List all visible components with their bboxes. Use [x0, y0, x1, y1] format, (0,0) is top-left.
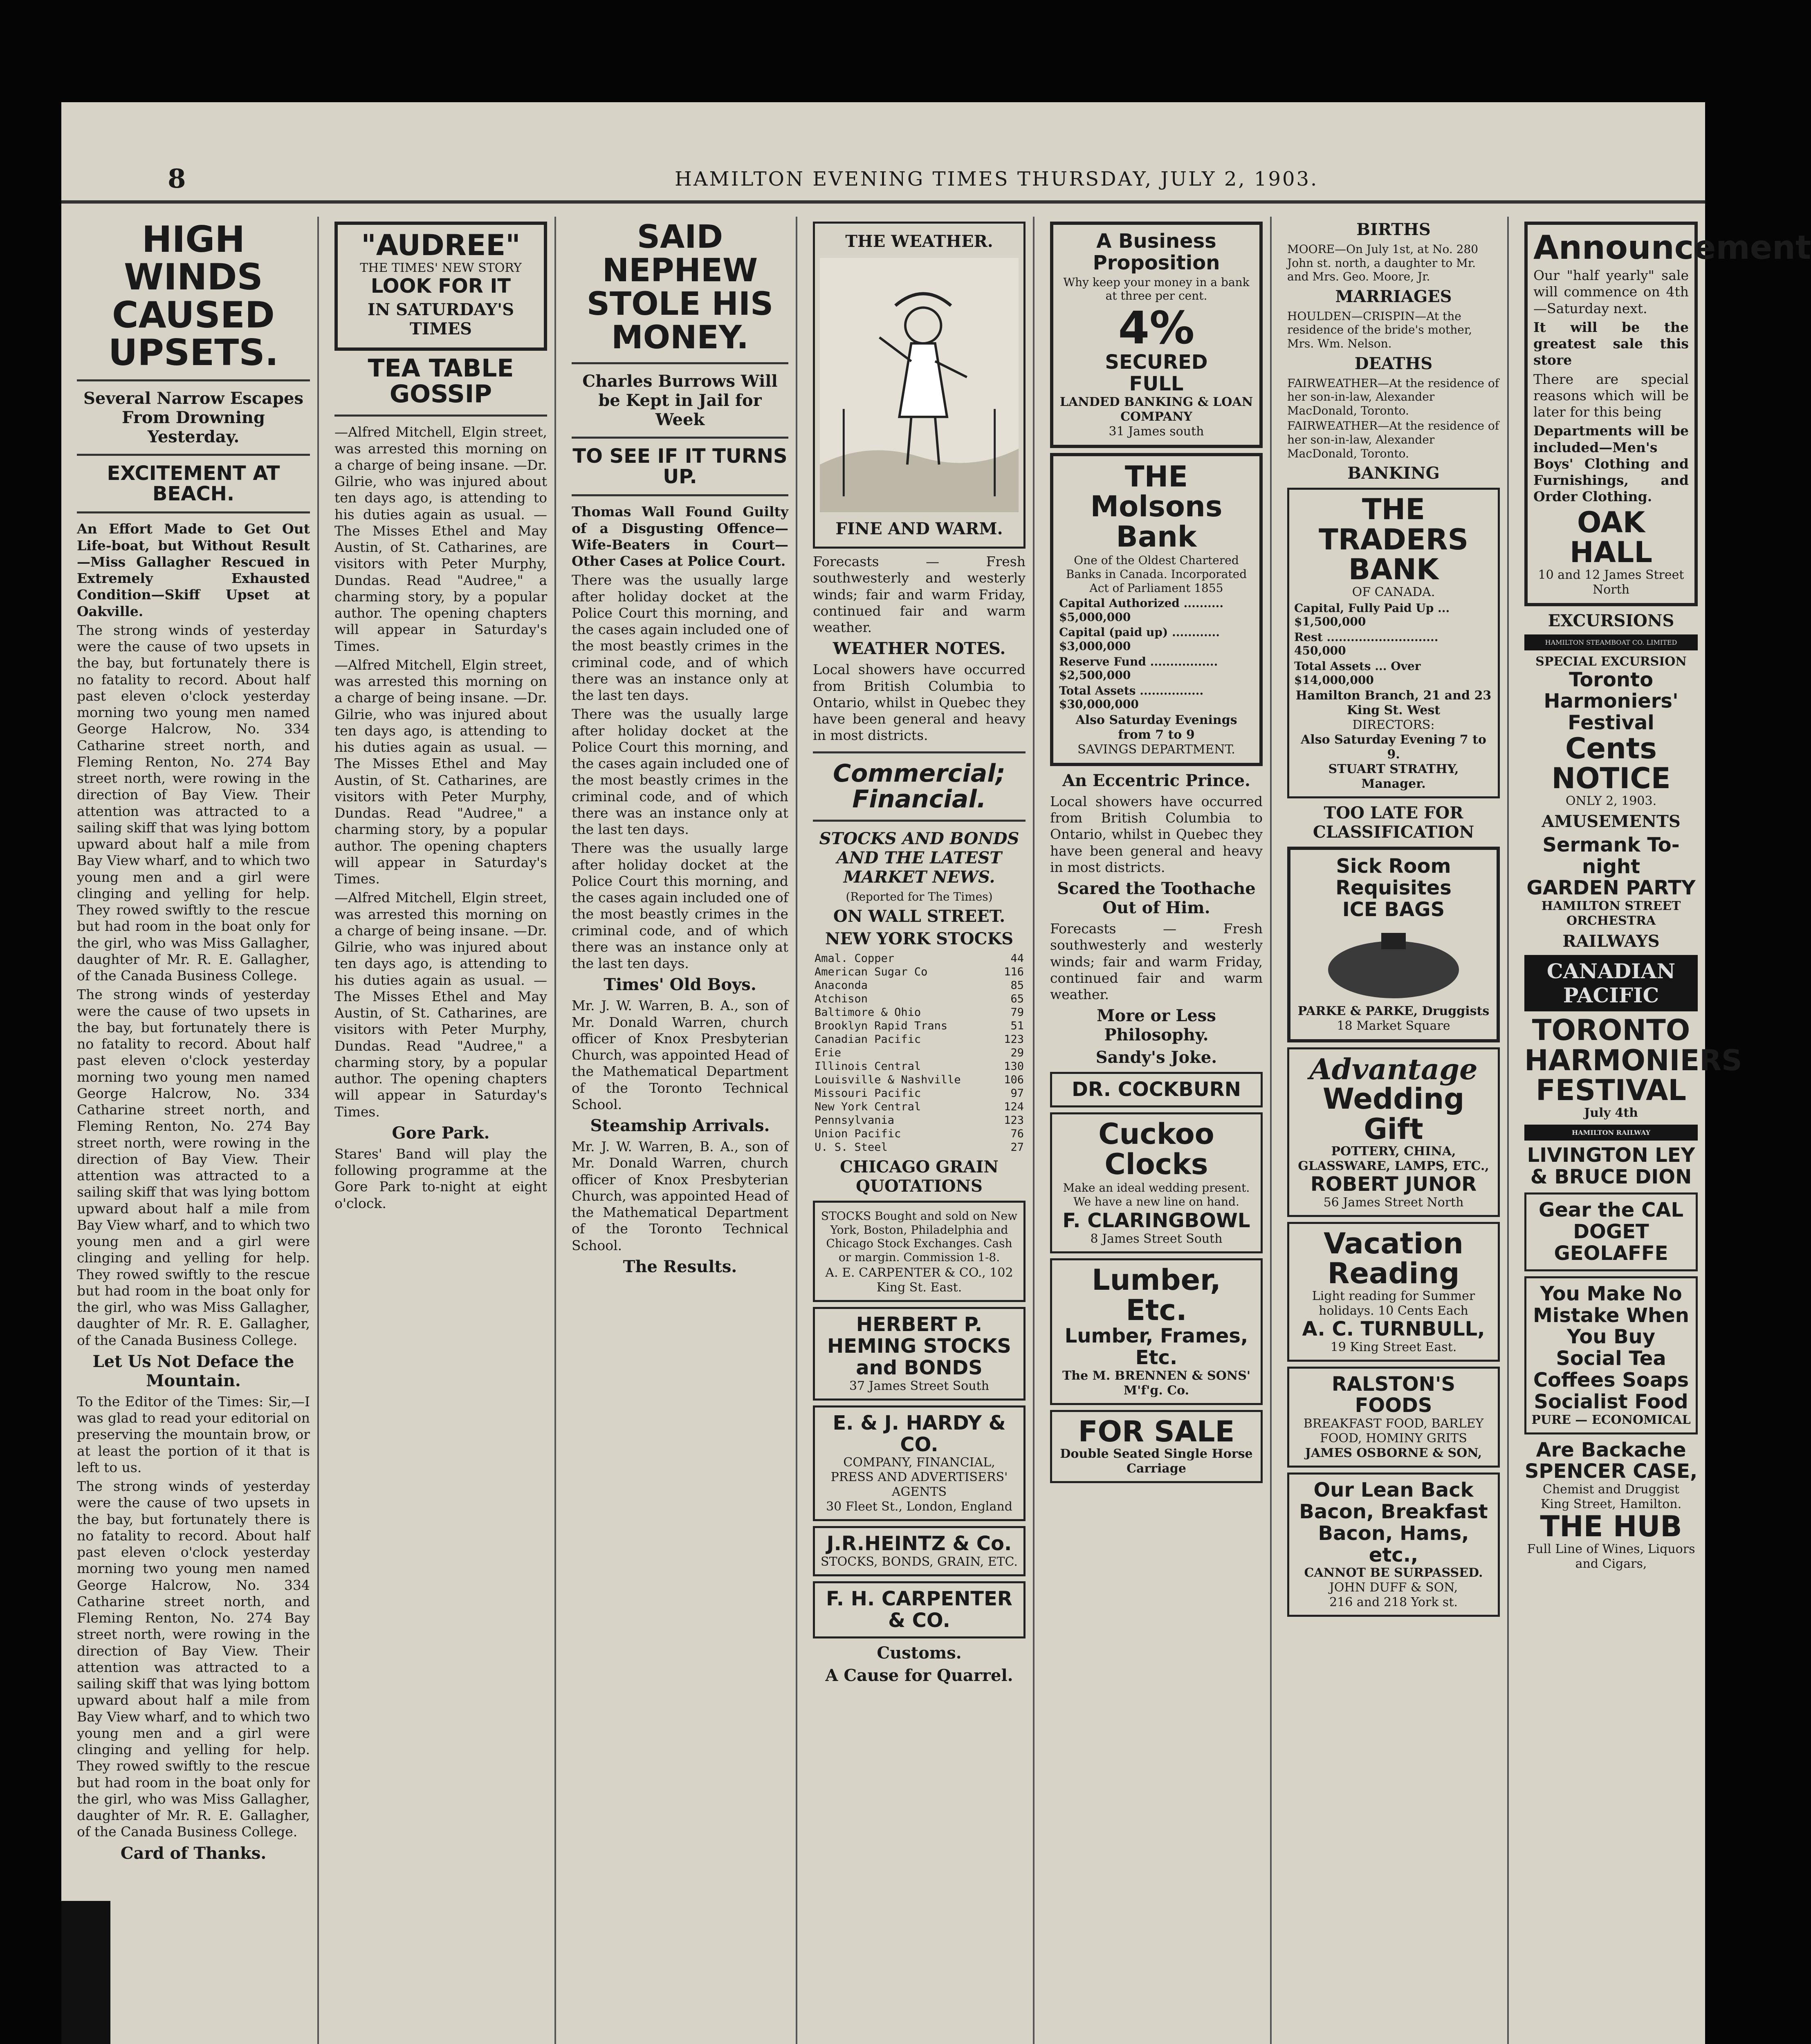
- table-row: [813, 992, 1026, 1006]
- column-2: [327, 217, 556, 2044]
- subhead-card-of-thanks: Card of Thanks.: [120, 1843, 267, 1863]
- parke-address: 18 Market Square: [1337, 1018, 1450, 1033]
- heintz-ad: [813, 1526, 1026, 1576]
- bacon-title: Our Lean Back Bacon, Breakfast Bacon, Hams, etc.,: [1299, 1479, 1488, 1567]
- toronto-festival: TORONTO HARMONIERS FESTIVAL: [1524, 1013, 1742, 1107]
- backache: Are Backache: [1536, 1438, 1686, 1461]
- weather-box: [813, 222, 1026, 549]
- bacon-surpassed: CANNOT BE SURPASSED.: [1304, 1566, 1483, 1580]
- brennen: The M. BRENNEN & SONS' M'f'g. Co.: [1062, 1368, 1251, 1398]
- mistake-title: You Make No Mistake When You Buy: [1533, 1282, 1689, 1349]
- claringbowl-address: 8 James Street South: [1090, 1232, 1223, 1246]
- rate: 4%: [1118, 301, 1195, 354]
- stock-price: 27: [1010, 1141, 1024, 1154]
- lumber-sub: Lumber, Frames, Etc.: [1064, 1325, 1248, 1369]
- cuckoo-ad: [1050, 1112, 1263, 1253]
- column-7: [1517, 217, 1811, 2044]
- festival-date: July 4th: [1584, 1105, 1638, 1120]
- subhead-steamship: Steamship Arrivals.: [590, 1116, 770, 1136]
- stock-name: Erie: [815, 1047, 842, 1060]
- table-row: [813, 1060, 1026, 1073]
- traders-directors: DIRECTORS:: [1352, 718, 1435, 733]
- forecast: Forecasts — Fresh southwesterly and westerly winds; fair and warm Friday, continued fair and warm weather.: [813, 554, 1026, 635]
- lumber-title: Lumber, Etc.: [1092, 1263, 1221, 1327]
- molsons-ad: [1050, 453, 1263, 766]
- wedding-title: Wedding Gift: [1322, 1082, 1465, 1146]
- junor-name: ROBERT JUNOR: [1310, 1173, 1477, 1196]
- traders-branch: Hamilton Branch, 21 and 23 King St. West: [1295, 688, 1492, 718]
- weather-illustration: [820, 254, 1019, 516]
- traders-title: THE TRADERS BANK: [1318, 493, 1469, 587]
- stocks-ad: [813, 1201, 1026, 1302]
- subhead-results: The Results.: [623, 1257, 737, 1276]
- table-row: [813, 1100, 1026, 1114]
- stock-name: Atchison: [815, 993, 868, 1006]
- police-lead: Thomas Wall Found Guilty of a Disgusting Offence—Wife-Beaters in Court—Other Cases at Police Court.: [572, 504, 788, 569]
- column-1: [70, 217, 319, 2044]
- table-row: [813, 1087, 1026, 1100]
- railways-heading: RAILWAYS: [1562, 932, 1660, 951]
- table-row: [813, 1141, 1026, 1154]
- stock-name: Anaconda: [815, 979, 868, 992]
- sermank: Sermank To-night: [1542, 833, 1680, 878]
- subhead-old-boys: Times' Old Boys.: [604, 975, 756, 995]
- stocks-ad-text: STOCKS Bought and sold on New York, Boston, Philadelphia and Chicago Stock Exchanges. Cash or margin. Commission 1-8.: [821, 1209, 1018, 1264]
- table-row: [813, 1033, 1026, 1046]
- stocks-heading: STOCKS AND BONDS AND THE LATEST MARKET NEWS.: [819, 829, 1019, 887]
- molsons-sub: One of the Oldest Chartered Banks in Canada. Incorporated Act of Parliament 1855: [1066, 554, 1247, 595]
- customs-heading: Customs.: [877, 1643, 962, 1663]
- too-late-heading: TOO LATE FOR CLASSIFICATION: [1313, 803, 1474, 842]
- stock-name: Illinois Central: [815, 1060, 921, 1073]
- traders-saturday: Also Saturday Evening 7 to 9.: [1301, 733, 1486, 762]
- full: FULL: [1129, 372, 1184, 396]
- eccentric-body: Local showers have occurred from British Columbia to Ontario, whilst in Quebec they have been general and heavy in most districts.: [1050, 793, 1263, 875]
- vacation-title: Vacation Reading: [1324, 1226, 1463, 1291]
- announcement-body: Our "half yearly" sale will commence on 4th—Saturday next.: [1533, 267, 1689, 316]
- hamilton-railway: HAMILTON RAILWAY: [1524, 1125, 1698, 1141]
- stock-name: American Sugar Co: [815, 966, 928, 979]
- stock-name: Brooklyn Rapid Trans: [815, 1020, 948, 1033]
- hardy-ad: [813, 1405, 1026, 1522]
- stock-name: U. S. Steel: [815, 1141, 888, 1154]
- toothache-body: Forecasts — Fresh southwesterly and westerly winds; fair and warm Friday, continued fair and warm weather.: [1050, 921, 1263, 1003]
- police-body-cont: There was the usually large after holiday docket at the Police Court this morning, and the cases again included one of the most beastly crimes in the criminal code, and of which there was an instance only at the last ten days.: [572, 706, 788, 838]
- parke-title: PARKE & PARKE, Druggists: [1297, 1004, 1490, 1018]
- stock-name: Louisville & Nashville: [815, 1074, 961, 1087]
- audree-line2: LOOK FOR IT: [370, 274, 511, 298]
- headline-high-winds: HIGH WINDS CAUSED UPSETS.: [108, 218, 279, 374]
- commercial-heading: Commercial; Financial.: [833, 759, 1005, 814]
- column-5: [1043, 217, 1272, 2044]
- subhead-beach: EXCITEMENT AT BEACH.: [107, 462, 280, 505]
- wedding-sub: POTTERY, CHINA, GLASSWARE, LAMPS, ETC.,: [1298, 1144, 1489, 1174]
- harmoniers: Toronto Harmoniers' Festival: [1544, 668, 1679, 735]
- heintz-sub: STOCKS, BONDS, GRAIN, ETC.: [821, 1555, 1018, 1569]
- forsale-ad: [1050, 1410, 1263, 1484]
- turnbull-name: A. C. TURNBULL,: [1302, 1317, 1485, 1340]
- old-boys-body: Mr. J. W. Warren, B. A., son of Mr. Donald Warren, church officer of Knox Presbyterian Church, was appointed Head of the Mathematical Department of the Toronto Technical School.: [572, 997, 788, 1112]
- headline-tea-table: TEA TABLE GOSSIP: [368, 354, 514, 409]
- article-body: The strong winds of yesterday were the cause of two upsets in the bay, but fortunately there is no fatality to record. About half past eleven o'clock yesterday morning two young men named George Halcrow, No. 334 Catharine street north, and Fleming Renton, No. 274 Bay street north, were rowing in the direction of Bay View. Their attention was attracted to a sailing skiff that was lying bottom upward about half a mile from Bay View wharf, and to which two young men and a girl were clinging and yelling for help. They rowed swiftly to the rescue but had room in the boat only for the girl, who was Miss Gallagher, daughter of Mr. R. E. Gallagher, of the Canada Business College.: [77, 622, 310, 984]
- audree-title: "AUDREE": [361, 229, 521, 262]
- hardy-title: E. & J. HARDY & CO.: [833, 1411, 1006, 1456]
- wall-street-heading: ON WALL STREET.: [833, 907, 1005, 926]
- special-note: (Reported for The Times): [846, 890, 993, 903]
- subhead-mountain: Let Us Not Deface the Mountain.: [92, 1351, 294, 1390]
- announcement-body2: It will be the greatest sale this store: [1533, 319, 1689, 368]
- gossip-body: —Alfred Mitchell, Elgin street, was arrested this morning on a charge of being insane. —Dr. Gilrie, who was injured about ten days ago, is attending to his duties again as usual. —The Misses Ethel and May Austin, of St. Catharines, are visitors with Peter Murphy, Dundas. Read "Audree," a charming story, by a popular author. The opening chapters will appear in Saturday's Times.: [334, 424, 547, 654]
- philosophy-heading: More or Less Philosophy.: [1097, 1006, 1216, 1045]
- announcement-title: Announcement: [1533, 229, 1811, 267]
- table-row: [813, 952, 1026, 965]
- doget: DOGET: [1573, 1220, 1649, 1244]
- table-row: [813, 1073, 1026, 1087]
- stock-name: Canadian Pacific: [815, 1033, 921, 1046]
- hub: THE HUB: [1540, 1510, 1682, 1544]
- cpr-banner: CANADIAN PACIFIC: [1524, 955, 1698, 1011]
- sandy-heading: Sandy's Joke.: [1095, 1048, 1217, 1067]
- vacation-ad: [1287, 1222, 1500, 1362]
- subhead-gore-park: Gore Park.: [392, 1123, 490, 1143]
- oak-hall-address: 10 and 12 James Street North: [1538, 567, 1684, 597]
- births-body: MOORE—On July 1st, at No. 280 John st. north, a daughter to Mr. and Mrs. Geo. Moore, Jr.: [1287, 242, 1479, 284]
- fh-title: F. H. CARPENTER & CO.: [826, 1587, 1012, 1632]
- stock-price: 51: [1010, 1020, 1024, 1033]
- ralston-title: RALSTON'S FOODS: [1331, 1372, 1456, 1417]
- toothache-heading: Scared the Toothache Out of Him.: [1057, 879, 1256, 918]
- forsale-title: FOR SALE: [1078, 1414, 1235, 1448]
- turnbull-address: 19 King Street East.: [1330, 1340, 1457, 1354]
- table-row: [813, 1127, 1026, 1141]
- gore-park-body: Stares' Band will play the following programme at the Gore Park to-night at eight o'clock.: [334, 1145, 547, 1211]
- stock-name: Union Pacific: [815, 1127, 901, 1141]
- advantage-text: Advantage: [1309, 1052, 1478, 1086]
- marriages-body: HOULDEN—CRISPIN—At the residence of the bride's mother, Mrs. Wm. Nelson.: [1287, 309, 1472, 350]
- stock-name: Missouri Pacific: [815, 1087, 921, 1100]
- ny-stocks-heading: NEW YORK STOCKS: [825, 929, 1014, 949]
- police-body-cont2: There was the usually large after holiday docket at the Police Court this morning, and the cases again included one of the most beastly crimes in the criminal code, and of which there was an instance only at the last ten days.: [572, 840, 788, 972]
- ralston-ad: [1287, 1367, 1500, 1468]
- capital-authorized: Capital Authorized .......... $5,000,000: [1059, 596, 1224, 624]
- page-number: 8: [168, 164, 186, 194]
- steamboat-banner: HAMILTON STEAMBOAT CO. LIMITED: [1524, 634, 1698, 650]
- table-row: [813, 979, 1026, 992]
- spencer-address: King Street, Hamilton.: [1540, 1497, 1682, 1512]
- deck-burrows: Charles Burrows Will be Kept in Jail for Week: [582, 371, 778, 429]
- column-6: [1280, 217, 1509, 2044]
- lead-paragraph: An Effort Made to Get Out Life-boat, but Without Result—Miss Gallagher Rescued in Extremely Exhausted Condition—Skiff Upset at Oakville.: [77, 521, 310, 619]
- savings-dept: SAVINGS DEPARTMENT.: [1077, 742, 1235, 757]
- table-row: [813, 965, 1026, 979]
- audree-line1: THE TIMES' NEW STORY: [360, 260, 522, 275]
- capital-paid: Capital (paid up) ............ $3,000,000: [1059, 625, 1220, 653]
- stock-price: 123: [1004, 1114, 1024, 1127]
- torn-edge: [61, 1901, 110, 2044]
- heming-address: 37 James Street South: [849, 1378, 990, 1393]
- stock-price: 79: [1010, 1006, 1024, 1019]
- stock-price: 123: [1004, 1033, 1024, 1046]
- traders-total: Total Assets ... Over $14,000,000: [1294, 659, 1421, 687]
- reserve-fund: Reserve Fund ................. $2,500,000: [1059, 654, 1218, 682]
- table-row: [813, 1114, 1026, 1127]
- traders-sub: OF CANADA.: [1352, 585, 1435, 599]
- deck-turns-up: TO SEE IF IT TURNS UP.: [572, 444, 788, 488]
- column-4: [806, 217, 1035, 2044]
- heming-title: HERBERT P. HEMING STOCKS and BONDS: [827, 1313, 1011, 1380]
- gossip-body-cont: —Alfred Mitchell, Elgin street, was arrested this morning on a charge of being insane. —Dr. Gilrie, who was injured about ten days ago, is attending to his duties again as usual. —The Misses Ethel and May Austin, of St. Catharines, are visitors with Peter Murphy, Dundas. Read "Audree," a charming story, by a popular author. The opening chapters will appear in Saturday's Times.: [334, 657, 547, 887]
- weather-notes: Local showers have occurred from British Columbia to Ontario, whilst in Quebec they have been general and heavy in most districts.: [813, 661, 1026, 744]
- wedding-gift-ad: [1287, 1047, 1500, 1217]
- coffees: Social Tea Coffees Soaps Socialist Food: [1533, 1347, 1689, 1413]
- traders-rest: Rest ............................ 450,000: [1294, 630, 1438, 658]
- paper-dateline: HAMILTON EVENING TIMES THURSDAY, JULY 2, 1903.: [675, 168, 1319, 191]
- sick-room-title: Sick Room Requisites: [1335, 855, 1452, 899]
- landed-address: 31 James south: [1109, 424, 1204, 439]
- traders-manager: STUART STRATHY, Manager.: [1328, 762, 1459, 791]
- oak-hall: OAK HALL: [1570, 505, 1652, 569]
- weather-caption: FINE AND WARM.: [835, 519, 1003, 538]
- business-proposition-ad: [1050, 222, 1263, 448]
- saturday-evenings: Also Saturday Evenings from 7 to 9: [1075, 713, 1237, 742]
- stock-table: [813, 952, 1026, 1154]
- stock-name: Baltimore & Ohio: [815, 1006, 921, 1019]
- traders-bank-ad: [1287, 488, 1500, 798]
- stock-price: 106: [1004, 1074, 1024, 1087]
- deaths-body-cont: FAIRWEATHER—At the residence of her son-in-law, Alexander MacDonald, Toronto.: [1287, 419, 1499, 460]
- economical: PURE — ECONOMICAL: [1531, 1412, 1691, 1427]
- secured: SECURED: [1105, 351, 1208, 374]
- notice-date: ONLY 2, 1903.: [1565, 793, 1657, 808]
- newspaper-page: [61, 102, 1811, 2044]
- stock-price: 65: [1010, 993, 1024, 1006]
- sick-room-ad: [1287, 847, 1500, 1042]
- announcement-ad: [1524, 222, 1811, 606]
- stock-price: 85: [1010, 979, 1024, 992]
- police-body: There was the usually large after holiday docket at the Police Court this morning, and the cases again included one of the most beastly crimes in the criminal code, and of which there was an instance only at the last ten days.: [572, 572, 788, 704]
- duff-name: JOHN DUFF & SON,: [1329, 1580, 1458, 1595]
- heming-ad: [813, 1307, 1026, 1400]
- births-heading: BIRTHS: [1356, 220, 1431, 239]
- cuckoo-title: Cuckoo Clocks: [1098, 1117, 1214, 1181]
- letter-body-cont: The strong winds of yesterday were the cause of two upsets in the bay, but fortunately there is no fatality to record. About half past eleven o'clock yesterday morning two young men named George Halcrow, No. 334 Catharine street north, and Fleming Renton, No. 274 Bay street north, were rowing in the direction of Bay View. Their attention was attracted to a sailing skiff that was lying bottom upward about half a mile from Bay View wharf, and to which two young men and a girl were clinging and yelling for help. They rowed swiftly to the rescue but had room in the boat only for the girl, who was Miss Gallagher, daughter of Mr. R. E. Gallagher, of the Canada Business College.: [77, 1478, 310, 1840]
- gear-title: Gear the CAL: [1538, 1199, 1684, 1222]
- steamship-body: Mr. J. W. Warren, B. A., son of Mr. Donald Warren, church officer of Knox Presbyterian Church, was appointed Head of the Mathematical Department of the Toronto Technical School.: [572, 1139, 788, 1253]
- vacation-sub: Light reading for Summer holidays. 10 Cents Each: [1312, 1289, 1475, 1318]
- orchestra: HAMILTON STREET ORCHESTRA: [1541, 899, 1681, 928]
- announcement-body4: Departments will be included—Men's Boys' Clothing and Furnishings, and Order Clothing.: [1533, 423, 1689, 505]
- deck-narrow-escapes: Several Narrow Escapes From Drowning Yesterday.: [83, 388, 304, 446]
- audree-line3: IN SATURDAY'S TIMES: [367, 300, 514, 339]
- stock-price: 116: [1004, 966, 1024, 979]
- stock-price: 130: [1004, 1060, 1024, 1073]
- banking-heading: BANKING: [1347, 464, 1440, 483]
- geolaffe: GEOLAFFE: [1554, 1242, 1668, 1265]
- deaths-heading: DEATHS: [1354, 354, 1433, 373]
- traders-paid: Capital, Fully Paid Up ... $1,500,000: [1294, 601, 1450, 629]
- lumber-ad: [1050, 1258, 1263, 1405]
- heintz-title: J.R.HEINTZ & Co.: [826, 1532, 1012, 1555]
- ice-bags-title: ICE BAGS: [1342, 898, 1445, 921]
- weather-title: THE WEATHER.: [845, 232, 993, 251]
- garden-party: GARDEN PARTY: [1526, 876, 1696, 900]
- quarrel-heading: A Cause for Quarrel.: [825, 1665, 1013, 1685]
- announcement-body3: There are special reasons which will be later for this being: [1533, 371, 1689, 420]
- eccentric-heading: An Eccentric Prince.: [1062, 771, 1250, 790]
- carpenter-line: A. E. CARPENTER & CO., 102 King St. East.: [825, 1266, 1013, 1295]
- cockburn-ad: [1050, 1072, 1263, 1107]
- molsons-title: THE Molsons Bank: [1090, 459, 1223, 554]
- article-body-cont: The strong winds of yesterday were the cause of two upsets in the bay, but fortunately there is no fatality to record. About half past eleven o'clock yesterday morning two young men named George Halcrow, No. 334 Catharine street north, and Fleming Renton, No. 274 Bay street north, were rowing in the direction of Bay View. Their attention was attracted to a sailing skiff that was lying bottom upward about half a mile from Bay View wharf, and to which two young men and a girl were clinging and yelling for help. They rowed swiftly to the rescue but had room in the boat only for the girl, who was Miss Gallagher, daughter of Mr. R. E. Gallagher, of the Canada Business College.: [77, 986, 310, 1348]
- headline-nephew: SAID NEPHEW STOLE HIS MONEY.: [586, 219, 774, 356]
- amusements-heading: AMUSEMENTS: [1542, 811, 1681, 831]
- grain-heading: CHICAGO GRAIN QUOTATIONS: [840, 1157, 999, 1196]
- stock-name: Amal. Copper: [815, 952, 895, 965]
- hardy-address: 30 Fleet St., London, England: [826, 1499, 1012, 1514]
- gear-ad: [1524, 1192, 1698, 1271]
- column-3: [564, 217, 797, 2044]
- stock-price: 29: [1010, 1047, 1024, 1060]
- special-excursion: SPECIAL EXCURSION: [1535, 654, 1687, 669]
- landed-company: LANDED BANKING & LOAN COMPANY: [1059, 394, 1253, 424]
- notice: NOTICE: [1551, 762, 1671, 796]
- spencer: SPENCER CASE,: [1524, 1460, 1698, 1483]
- ice-bag-icon: [1320, 921, 1467, 1002]
- marriages-heading: MARRIAGES: [1335, 287, 1452, 306]
- proposition-body: Why keep your money in a bank at three per cent.: [1063, 275, 1250, 303]
- ralston-items: BREAKFAST FOOD, BARLEY FOOD, HOMINY GRITS: [1303, 1416, 1484, 1446]
- duff-address: 216 and 218 York st.: [1329, 1595, 1458, 1610]
- hub-sub: Full Line of Wines, Liquors and Cigars,: [1527, 1542, 1695, 1571]
- deaths-body: FAIRWEATHER—At the residence of her son-in-law, Alexander MacDonald, Toronto.: [1287, 376, 1499, 417]
- cockburn-title: DR. COCKBURN: [1072, 1078, 1241, 1101]
- osborne-name: JAMES OSBORNE & SON,: [1305, 1446, 1482, 1461]
- stock-price: 97: [1010, 1087, 1024, 1100]
- masthead: [61, 164, 1705, 204]
- table-row: [813, 1006, 1026, 1019]
- cuckoo-body: Make an ideal wedding present. We have a new line on hand.: [1063, 1181, 1250, 1208]
- stock-price: 76: [1010, 1127, 1024, 1141]
- junor-address: 56 James Street North: [1323, 1195, 1464, 1210]
- letter-body: To the Editor of the Times: Sir,—I was glad to read your editorial on preserving the mountain brow, or at least the portion of it that is left to us.: [77, 1393, 310, 1475]
- claringbowl: F. CLARINGBOWL: [1062, 1209, 1250, 1233]
- excursions-heading: EXCURSIONS: [1548, 611, 1674, 630]
- mistake-ad: [1524, 1276, 1698, 1434]
- gossip-body-cont2: —Alfred Mitchell, Elgin street, was arrested this morning on a charge of being insane. —Dr. Gilrie, who was injured about ten days ago, is attending to his duties again as usual. —The Misses Ethel and May Austin, of St. Catharines, are visitors with Peter Murphy, Dundas. Read "Audree," a charming story, by a popular author. The opening chapters will appear in Saturday's Times.: [334, 890, 547, 1120]
- weather-notes-title: WEATHER NOTES.: [833, 639, 1006, 659]
- table-row: [813, 1046, 1026, 1060]
- total-assets: Total Assets ................ $30,000,000: [1059, 684, 1204, 711]
- cents: Cents: [1565, 731, 1657, 765]
- bruce: LIVINGTON LEY & BRUCE DION: [1527, 1143, 1695, 1188]
- stock-name: New York Central: [815, 1100, 921, 1114]
- table-row: [813, 1019, 1026, 1033]
- hardy-sub: COMPANY, FINANCIAL, PRESS AND ADVERTISERS' AGENTS: [830, 1455, 1008, 1499]
- stock-price: 124: [1004, 1100, 1024, 1114]
- bacon-ad: [1287, 1472, 1500, 1617]
- spencer-sub: Chemist and Druggist: [1542, 1482, 1680, 1497]
- proposition-title: A Business Proposition: [1093, 230, 1220, 274]
- stock-price: 44: [1010, 952, 1024, 965]
- fh-carpenter-ad: [813, 1581, 1026, 1638]
- audree-box: [334, 222, 547, 351]
- stock-name: Pennsylvania: [815, 1114, 895, 1127]
- forsale-sub: Double Seated Single Horse Carriage: [1060, 1447, 1253, 1476]
